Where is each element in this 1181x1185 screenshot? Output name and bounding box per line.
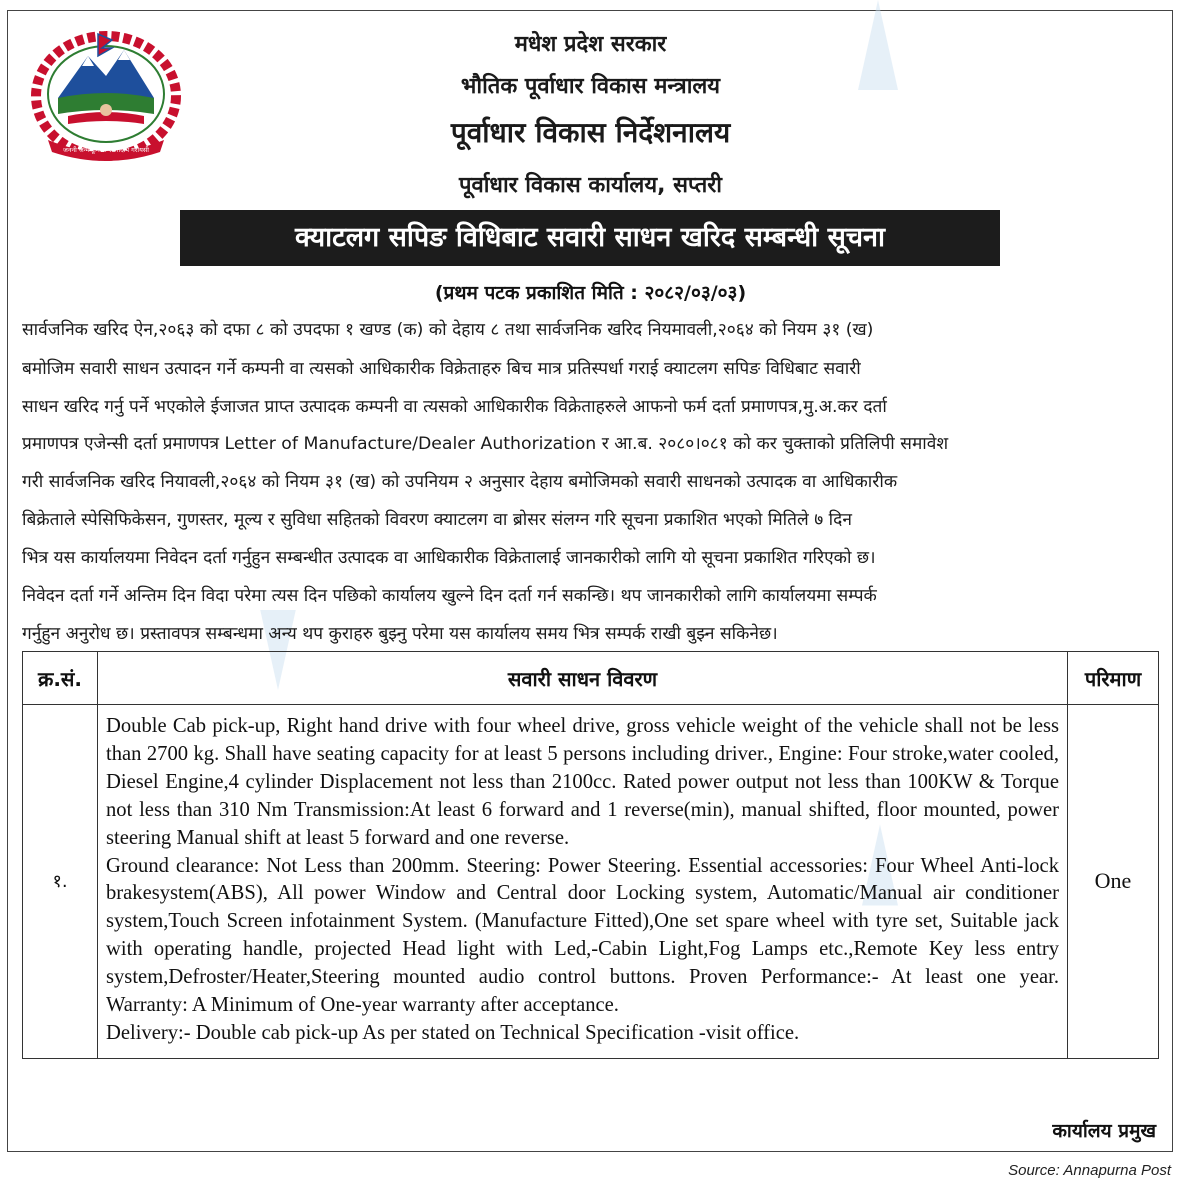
body-line: साधन खरिद गर्नु पर्ने भएकोले ईजाजत प्राप्त उत्पादक कम्पनी वा त्यसको आधिकारीक विक्रेताहरुले आफनो फर्म दर्ता प्रमाणपत्र,मु.अ.कर दर्ता (22, 397, 887, 417)
header-ministry: भौतिक पूर्वाधार विकास मन्त्रालय (460, 74, 721, 99)
body-line: बमोजिम सवारी साधन उत्पादन गर्ने कम्पनी वा त्यसको आधिकारीक विक्रेताहरु बिच मात्र प्रतिस्पर्धा गराई क्याटलग सपिङ विधिबाट सवारी (22, 359, 861, 379)
body-line: गर्नुहुन अनुरोध छ। प्रस्तावपत्र सम्बन्धमा अन्य थप कुराहरु बुझ्नु परेमा यस कार्यालय समय भित्र सम्पर्क राखी बुझ्न सकिनेछ। (22, 624, 778, 644)
header-description: सवारी साधन विवरण (98, 652, 1068, 705)
table-row (23, 705, 1159, 1059)
source-credit: Source: Annapurna Post (1008, 1162, 1171, 1179)
header-directorate: पूर्वाधार विकास निर्देशनालय (450, 116, 731, 149)
vehicle-spec-table (22, 651, 1159, 1059)
notice-title: क्याटलग सपिङ विधिबाट सवारी साधन खरिद सम्बन्धी सूचना (180, 210, 1000, 266)
row-serial: १. (23, 705, 98, 1059)
header-government: मधेश प्रदेश सरकार (514, 32, 667, 57)
body-line: भित्र यस कार्यालयमा निवेदन दर्ता गर्नुहुन सम्बन्धीत उत्पादक वा आधिकारीक विक्रेतालाई जानकारीको लागि यो सूचना प्रकाशित गरिएको छ। (22, 548, 876, 568)
spec-paragraph: Ground clearance: Not Less than 200mm. Steering: Power Steering. Essential accessories: Four Wheel Anti-lock brakesystem(ABS), All power Window and Central door Locking system, Automatic/Manual air conditioner system,Touch Screen infotainment System. (Manufacture Fitted),One set spare wheel with tyre set, Suitable jack with operating handle, projected Head light with Led,-Cabin Light,Fog Lamps etc.,Remote Key less entry system,Defroster/Heater,Steering mounted audio control buttons. Proven Performance:- At least one year. Warranty: A Minimum of One-year warranty after acceptance. (106, 854, 1059, 1017)
body-line: बिक्रेताले स्पेसिफिकेसन, गुणस्तर, मूल्य र सुविधा सहितको विवरण क्याटलग वा ब्रोसर संलग्न गरि सूचना प्रकाशित भएको मितिले ७ दिन (22, 510, 852, 530)
row-quantity: One (1068, 705, 1159, 1059)
emblem-motto: जननी जन्मभूमिश्च स्वर्गादपि गरीयसी (63, 146, 149, 154)
body-line: सार्वजनिक खरिद ऐन,२०६३ को दफा ८ को उपदफा १ खण्ड (क) को देहाय ८ तथा सार्वजनिक खरिद नियमावली,२०६४ को नियम ३१ (ख) (22, 320, 874, 340)
header-serial: क्र.सं. (23, 652, 98, 705)
publication-date: (प्रथम पटक प्रकाशित मिति : २०८२/०३/०३) (434, 282, 747, 304)
row-description (98, 705, 1068, 1059)
body-line: निवेदन दर्ता गर्ने अन्तिम दिन विदा परेमा त्यस दिन पछिको कार्यालय खुल्ने दिन दर्ता गर्न सकन्छि। थप जानकारीको लागि कार्यालयमा सम्पर्क (22, 586, 877, 606)
header-quantity: परिमाण (1068, 652, 1159, 705)
body-line: गरी सार्वजनिक खरिद नियावली,२०६४ को नियम ३१ (ख) को उपनियम २ अनुसार देहाय बमोजिमको सवारी साधनको उत्पादक वा आधिकारीक (22, 472, 898, 492)
spec-paragraph: Delivery:- Double cab pick-up As per stated on Technical Specification -visit office. (106, 1021, 800, 1044)
body-line: प्रमाणपत्र एजेन्सी दर्ता प्रमाणपत्र Letter of Manufacture/Dealer Authorization र आ.ब. २०८०।०८१ को कर चुक्ताको प्रतिलिपी समावेश (22, 434, 949, 454)
office-chief-signoff: कार्यालय प्रमुख (1052, 1120, 1156, 1142)
table-header-row (23, 652, 1159, 705)
spec-paragraph: Double Cab pick-up, Right hand drive with four wheel drive, gross vehicle weight of the vehicle shall not be less than 2700 kg. Shall have seating capacity for at least 5 persons including driver., Engine: Four stroke,water cooled, Diesel Engine,4 cylinder Displacement not less than 2100cc. Rated power output not less than 100KW & Torque not less than 310 Nm Transmission:At least 6 forward and 1 reverse(min), manual shifted, floor mounted, power steering Manual shift at least 5 forward and one reverse. (106, 715, 1059, 849)
header-office: पूर्वाधार विकास कार्यालय, सप्तरी (459, 173, 722, 198)
